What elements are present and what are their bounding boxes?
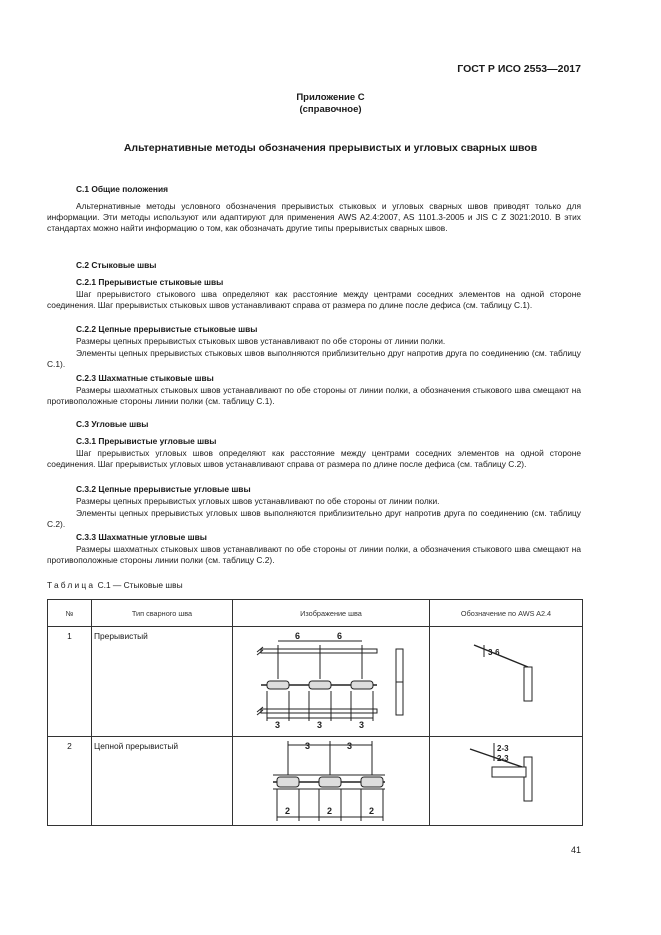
col-header-type: Тип сварного шва (92, 600, 233, 627)
dim-label: 2 (369, 806, 375, 816)
symbol-label: 3-6 (488, 648, 500, 657)
section-c2-heading: С.2 Стыковые швы (76, 260, 157, 270)
table-caption (47, 580, 183, 590)
dim-label: 3 (347, 741, 353, 751)
intermittent-butt-weld-drawing (233, 627, 429, 736)
section-c33-heading: С.3.3 Шахматные угловые швы (76, 532, 207, 542)
table-caption-prefix: Таблица (47, 580, 96, 590)
section-c32-paragraph-1: Размеры цепных прерывистых угловых швов устанавливают по обе стороны от линии полки. (76, 496, 440, 506)
symbol-cell (430, 627, 583, 737)
dim-label: 3 (359, 720, 365, 730)
table-header-row (48, 600, 583, 627)
symbol-label-top: 2-3 (497, 744, 509, 753)
table-caption-rest: С.1 — Стыковые швы (95, 580, 183, 590)
symbol-label-bottom: 2-3 (497, 754, 509, 763)
section-c21-paragraph: Шаг прерывистого стыкового шва определяют как расстояние между центрами соседних элементов на одной стороне соединения. Шаг прерывистых стыковых швов устанавливают справа от размера по длине после дефиса (см. таблицу С.1). (47, 289, 581, 310)
dim-label: 3 (317, 720, 323, 730)
main-title: Альтернативные методы обозначения прерывистых и угловых сварных швов (123, 142, 538, 154)
row-type: Цепной прерывистый (92, 737, 233, 826)
section-c22-heading: С.2.2 Цепные прерывистые стыковые швы (76, 324, 258, 334)
section-c31-paragraph: Шаг прерывистых угловых швов определяют как расстояние между центрами соседних элементов на одной стороне соединения. Шаг прерывистых угловых швов устанавливают справа от размера по длине после дефиса (см. таблицу С.2). (47, 448, 581, 469)
appendix-note: (справочное) (299, 104, 362, 115)
section-c23-paragraph: Размеры шахматных стыковых швов устанавливают по обе стороны от линии полки, а обозначения стыкового шва смещают на противоположные стороны линии полки (см. таблицу С.1). (47, 385, 581, 406)
dim-label: 6 (295, 631, 301, 641)
chain-intermittent-butt-weld-drawing (233, 737, 429, 825)
appendix-title: Приложение С (296, 92, 365, 103)
section-c32-paragraph-2: Элементы цепных прерывистых угловых швов выполняются приблизительно друг напротив друга по соединению (см. таблицу С.2). (47, 508, 581, 529)
symbol-cell (430, 737, 583, 826)
section-c22-paragraph-1: Размеры цепных прерывистых стыковых швов устанавливают по обе стороны от линии полки. (76, 336, 446, 346)
table-row (48, 737, 583, 826)
section-c23-heading: С.2.3 Шахматные стыковые швы (76, 373, 214, 383)
weld-image-cell (233, 737, 430, 826)
col-header-image: Изображение шва (233, 600, 430, 627)
table-row (48, 627, 583, 737)
row-number: 1 (48, 627, 92, 737)
section-c1-heading: С.1 Общие положения (76, 184, 169, 194)
dim-label: 3 (305, 741, 311, 751)
dim-label: 2 (285, 806, 291, 816)
col-header-symbol: Обозначение по AWS A2.4 (430, 600, 583, 627)
section-c22-paragraph-2: Элементы цепных прерывистых стыковых швов выполняются приблизительно друг напротив друга по соединению (см. таблицу С.1). (47, 348, 581, 369)
standard-designation: ГОСТ Р ИСО 2553—2017 (457, 63, 581, 75)
dim-label: 3 (275, 720, 281, 730)
section-c31-heading: С.3.1 Прерывистые угловые швы (76, 436, 217, 446)
weld-image-cell (233, 627, 430, 737)
dim-label: 2 (327, 806, 333, 816)
section-c21-heading: С.2.1 Прерывистые стыковые швы (76, 277, 224, 287)
table-c1 (47, 599, 583, 826)
col-header-number: № (48, 600, 92, 627)
aws-symbol-intermittent (430, 627, 582, 736)
section-c33-paragraph: Размеры шахматных стыковых швов устанавливают по обе стороны от линии полки, а обозначения стыкового шва смещают на противоположные стороны линии полки (см. таблицу С.2). (47, 544, 581, 565)
row-type: Прерывистый (92, 627, 233, 737)
row-number: 2 (48, 737, 92, 826)
section-c3-heading: С.3 Угловые швы (76, 419, 149, 429)
page-number: 41 (570, 845, 581, 855)
section-c32-heading: С.3.2 Цепные прерывистые угловые швы (76, 484, 251, 494)
dim-label: 6 (337, 631, 343, 641)
aws-symbol-chain (430, 737, 582, 825)
section-c1-paragraph: Альтернативные методы условного обозначения прерывистых стыковых и угловых сварных швов приводят только для информации. Эти методы используют или адаптируют для применения AWS A2.4:2007, AS 1101.3-2005 и JIS C Z 3021:2010. В этих стандартах можно найти информацию о том, как обозначать другие типы прерывистых сварных швов. (47, 201, 581, 233)
